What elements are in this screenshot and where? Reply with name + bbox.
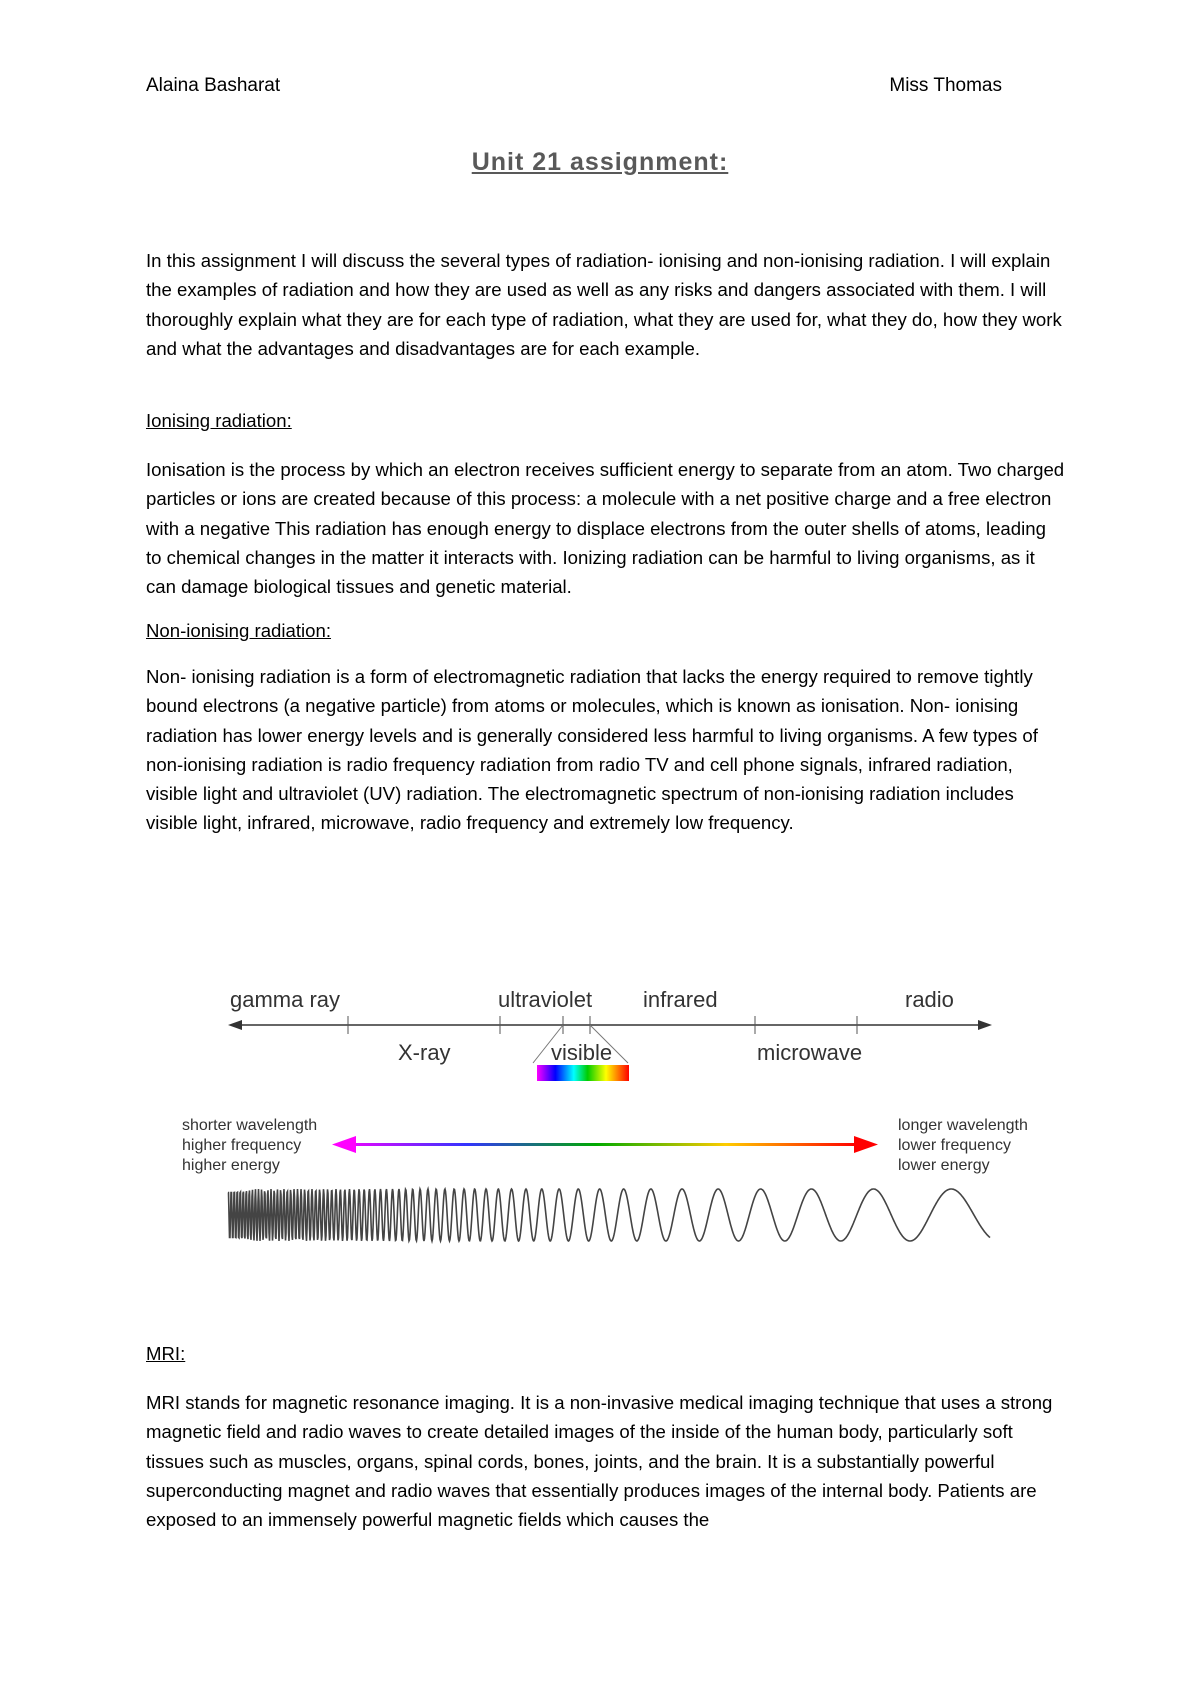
energy-gradient-arrow (332, 1136, 878, 1153)
spectrum-axis (228, 1016, 992, 1034)
ionising-heading: Ionising radiation: (146, 410, 292, 431)
label-visible: visible (551, 1040, 613, 1065)
label-higher-energy: higher energy (182, 1157, 280, 1174)
mri-paragraph (146, 1388, 1066, 1534)
label-radio: radio (905, 987, 954, 1012)
label-ultraviolet: ultraviolet (498, 987, 593, 1012)
spectrum-diagram (180, 975, 1028, 1255)
mri-heading: MRI: (146, 1343, 186, 1364)
label-higher-frequency: higher frequency (182, 1137, 302, 1154)
label-shorter-wavelength: shorter wavelength (182, 1117, 318, 1134)
non-ionising-paragraph (146, 662, 1066, 838)
visible-color-strip (537, 1065, 629, 1081)
label-longer-wavelength: longer wavelength (898, 1117, 1028, 1134)
label-infrared: infrared (643, 987, 718, 1012)
intro-text: In this assignment I will discuss the several types of radiation- ionising and non-ionising radiation. I will explain the examples of radiation and how they are used as well as any risks and dangers associated with them. I will thoroughly explain what they are for each type of radiation, what they are used for, what they do, how they work and what the advantages and disadvantages are for each example. (146, 250, 1062, 359)
mri-text: MRI stands for magnetic resonance imaging. It is a non-invasive medical imaging technique that uses a strong magnetic field and radio waves to create detailed images of the inside of the human body, particularly soft tissues such as muscles, organs, spinal cords, bones, joints, and the brain. It is a substantially powerful superconducting magnet and radio waves that essentially produces images of the internal body. Patients are exposed to an immensely powerful magnetic fields which causes the (146, 1392, 1053, 1531)
page-title: Unit 21 assignment: (471, 148, 729, 176)
intro-paragraph (146, 246, 1066, 363)
label-gamma-ray: gamma ray (230, 987, 341, 1012)
teacher-name: Miss Thomas (889, 75, 1002, 96)
spectrum-figure (180, 975, 1028, 1255)
label-lower-frequency: lower frequency (898, 1137, 1011, 1154)
ionising-text: Ionisation is the process by which an electron receives sufficient energy to separate from an atom. Two charged particles or ions are created because of this process: a molecule with a net positive charge and a free electron with a negative This radiation has enough energy to displace electrons from the outer shells of atoms, leading to chemical changes in the matter it interacts with. Ionizing radiation can be harmful to living organisms, as it can damage biological tissues and genetic material. (146, 459, 1065, 598)
non-ionising-heading: Non-ionising radiation: (146, 620, 332, 641)
ionising-paragraph (146, 455, 1066, 601)
label-x-ray: X-ray (398, 1040, 451, 1065)
label-microwave: microwave (757, 1040, 863, 1065)
non-ionising-text: Non- ionising radiation is a form of electromagnetic radiation that lacks the energy required to remove tightly bound electrons (a negative particle) from atoms or molecules, which is known as ionisation. Non- ionising radiation has lower energy levels and is generally considered less harmful to living organisms. A few types of non-ionising radiation is radio frequency radiation from radio TV and cell phone signals, infrared radiation, visible light and ultraviolet (UV) radiation. The electromagnetic spectrum of non-ionising radiation includes visible light, infrared, microwave, radio frequency and extremely low frequency. (146, 666, 1038, 834)
author-name: Alaina Basharat (146, 75, 281, 96)
wavelength-waveform (228, 1189, 990, 1241)
label-lower-energy: lower energy (898, 1157, 990, 1174)
